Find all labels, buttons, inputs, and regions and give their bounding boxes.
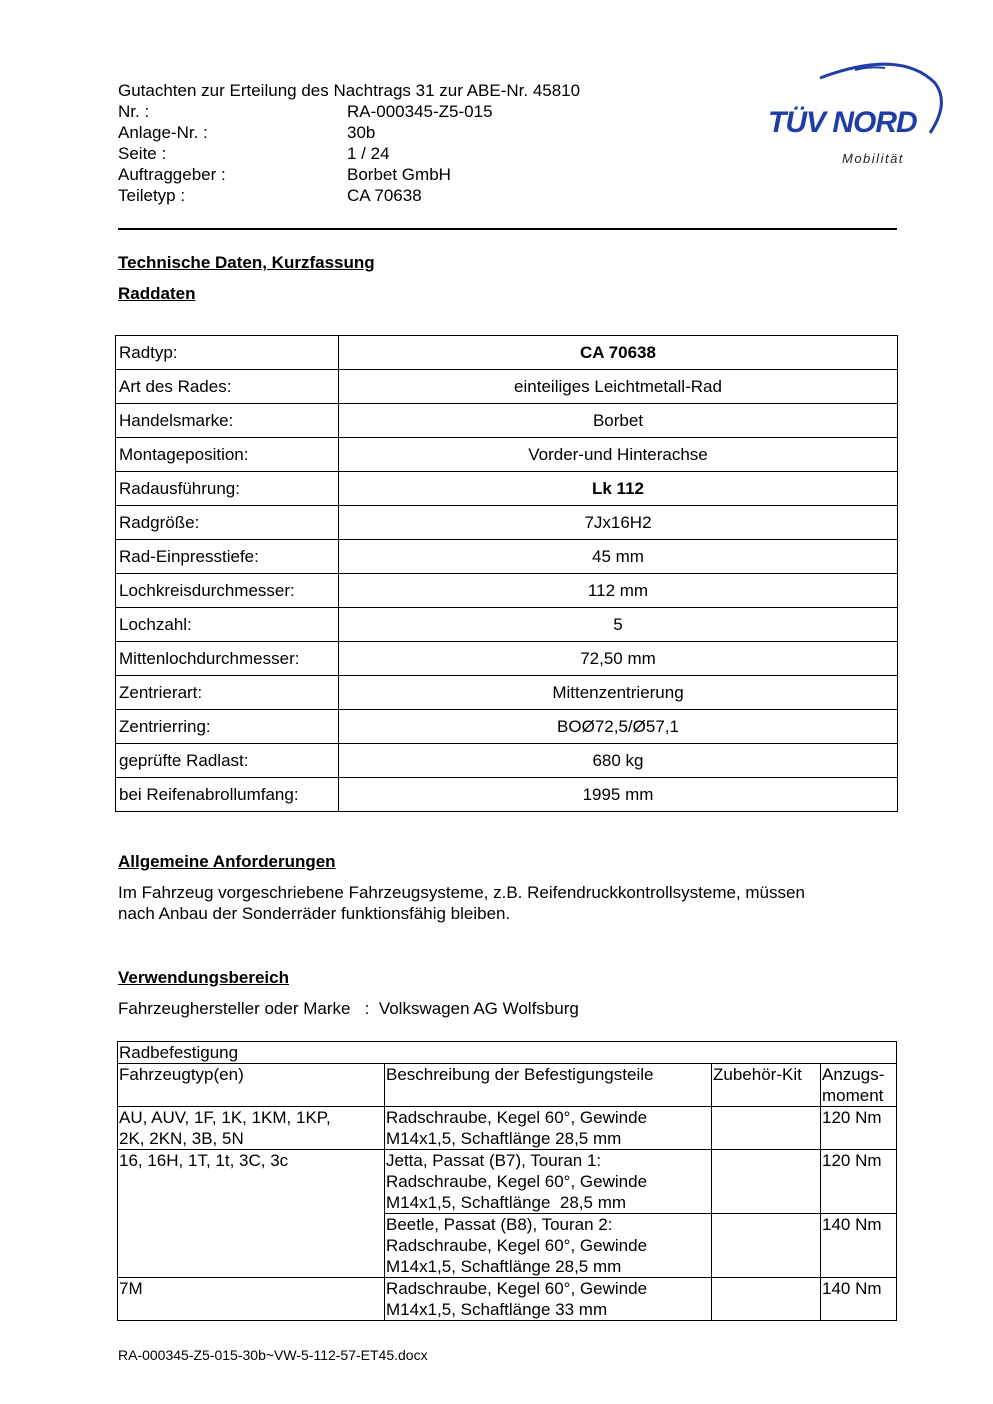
table-row bbox=[116, 744, 898, 778]
header-row-auftraggeber bbox=[118, 164, 678, 185]
column-header: Beschreibung der Befestigungsteile bbox=[385, 1064, 712, 1107]
header-value: CA 70638 bbox=[347, 186, 422, 205]
vehicle-types-cell bbox=[118, 1278, 385, 1321]
header-key: Auftraggeber : bbox=[118, 165, 226, 184]
spec-value: Mittenzentrierung bbox=[339, 676, 898, 710]
vehicle-types-cell bbox=[118, 1150, 385, 1278]
manufacturer-separator: : bbox=[364, 999, 370, 1018]
spec-value: 1995 mm bbox=[339, 778, 898, 812]
table-row bbox=[118, 1107, 897, 1150]
logo-subtitle: Mobilität bbox=[842, 151, 904, 166]
kit-cell bbox=[712, 1107, 821, 1150]
spec-value: Lk 112 bbox=[339, 472, 898, 506]
header-key: Nr. : bbox=[118, 102, 150, 121]
header-key: Seite : bbox=[118, 144, 167, 163]
cell-line: M14x1,5, Schaftlänge 28,5 mm bbox=[386, 1129, 622, 1148]
torque-cell: 140 Nm bbox=[821, 1278, 897, 1321]
description-cell bbox=[385, 1107, 712, 1150]
table-row bbox=[116, 676, 898, 710]
cell-line: M14x1,5, Schaftlänge 28,5 mm bbox=[386, 1257, 622, 1276]
header-row-anlage bbox=[118, 122, 678, 143]
heading-allgemeine-anforderungen: Allgemeine Anforderungen bbox=[118, 852, 336, 871]
cell-line: 2K, 2KN, 3B, 5N bbox=[119, 1129, 244, 1148]
paragraph-line: nach Anbau der Sonderräder funktionsfähig bleiben. bbox=[118, 904, 511, 923]
spec-label: Radausführung: bbox=[116, 472, 339, 506]
header-value: RA-000345-Z5-015 bbox=[347, 102, 493, 121]
table-row bbox=[118, 1150, 897, 1214]
header-key: Anlage-Nr. : bbox=[118, 123, 208, 142]
column-header: Zubehör-Kit bbox=[712, 1064, 821, 1107]
spec-label: Lochzahl: bbox=[116, 608, 339, 642]
spec-value: 7Jx16H2 bbox=[339, 506, 898, 540]
spec-value: 112 mm bbox=[339, 574, 898, 608]
header-row-nr bbox=[118, 101, 678, 122]
header-key: Teiletyp : bbox=[118, 186, 186, 205]
spec-label: geprüfte Radlast: bbox=[116, 744, 339, 778]
column-header bbox=[821, 1064, 897, 1107]
table-row bbox=[116, 540, 898, 574]
spec-label: Zentrierart: bbox=[116, 676, 339, 710]
wheel-spec-table bbox=[115, 335, 898, 812]
manufacturer-value: Volkswagen AG Wolfsburg bbox=[378, 999, 579, 1018]
paragraph-line: Im Fahrzeug vorgeschriebene Fahrzeugsysteme, z.B. Reifendruckkontrollsysteme, müssen bbox=[118, 883, 805, 902]
spec-value: BOØ72,5/Ø57,1 bbox=[339, 710, 898, 744]
cell-line: Radschraube, Kegel 60°, Gewinde bbox=[386, 1108, 648, 1127]
kit-cell bbox=[712, 1214, 821, 1278]
cell-line: AU, AUV, 1F, 1K, 1KM, 1KP, bbox=[119, 1108, 331, 1127]
spec-value: 72,50 mm bbox=[339, 642, 898, 676]
spec-value: CA 70638 bbox=[339, 336, 898, 370]
spec-label: Mittenlochdurchmesser: bbox=[116, 642, 339, 676]
cell-line: 7M bbox=[119, 1279, 143, 1298]
cell-line: 16, 16H, 1T, 1t, 3C, 3c bbox=[119, 1151, 289, 1170]
logo-brand: TÜV NORD bbox=[768, 106, 917, 139]
table-row bbox=[116, 642, 898, 676]
spec-label: Radgröße: bbox=[116, 506, 339, 540]
column-header: Fahrzeugtyp(en) bbox=[118, 1064, 385, 1107]
torque-cell: 120 Nm bbox=[821, 1150, 897, 1214]
table-row bbox=[116, 438, 898, 472]
cell-line: Beetle, Passat (B8), Touran 2: bbox=[386, 1215, 613, 1234]
manufacturer-row bbox=[118, 998, 579, 1019]
table-header-row bbox=[118, 1064, 897, 1107]
cell-line: M14x1,5, Schaftlänge 28,5 mm bbox=[386, 1193, 627, 1212]
torque-cell: 120 Nm bbox=[821, 1107, 897, 1150]
allgemein-paragraph bbox=[118, 882, 898, 924]
manufacturer-label: Fahrzeughersteller oder Marke bbox=[118, 999, 351, 1018]
table-row bbox=[116, 608, 898, 642]
cell-line: M14x1,5, Schaftlänge 33 mm bbox=[386, 1300, 608, 1319]
spec-label: Zentrierring: bbox=[116, 710, 339, 744]
description-cell bbox=[385, 1278, 712, 1321]
spec-value: 45 mm bbox=[339, 540, 898, 574]
header-value: 30b bbox=[347, 123, 376, 142]
heading-technische-daten: Technische Daten, Kurzfassung bbox=[118, 253, 375, 272]
header-line: moment bbox=[822, 1086, 884, 1105]
spec-label: Handelsmarke: bbox=[116, 404, 339, 438]
kit-cell bbox=[712, 1278, 821, 1321]
vehicle-types-cell bbox=[118, 1107, 385, 1150]
spec-label: Rad-Einpresstiefe: bbox=[116, 540, 339, 574]
table-caption-row bbox=[118, 1042, 897, 1064]
table-row bbox=[116, 506, 898, 540]
table-row bbox=[116, 404, 898, 438]
description-cell bbox=[385, 1150, 712, 1214]
description-cell bbox=[385, 1214, 712, 1278]
spec-value: 5 bbox=[339, 608, 898, 642]
spec-label: bei Reifenabrollumfang: bbox=[116, 778, 339, 812]
spec-value: Borbet bbox=[339, 404, 898, 438]
cell-line: Radschraube, Kegel 60°, Gewinde bbox=[386, 1279, 648, 1298]
table-row bbox=[116, 370, 898, 404]
heading-verwendungsbereich: Verwendungsbereich bbox=[118, 968, 289, 987]
cell-line: Radschraube, Kegel 60°, Gewinde bbox=[386, 1236, 648, 1255]
spec-label: Montageposition: bbox=[116, 438, 339, 472]
table-row bbox=[116, 336, 898, 370]
header-line: Anzugs- bbox=[822, 1065, 885, 1084]
spec-label: Lochkreisdurchmesser: bbox=[116, 574, 339, 608]
table-row bbox=[118, 1278, 897, 1321]
tuv-nord-logo bbox=[760, 58, 950, 173]
spec-label: Art des Rades: bbox=[116, 370, 339, 404]
cell-line: Radschraube, Kegel 60°, Gewinde bbox=[386, 1172, 648, 1191]
header-divider bbox=[118, 228, 897, 230]
torque-cell: 140 Nm bbox=[821, 1214, 897, 1278]
table-row bbox=[116, 472, 898, 506]
footer-filename: RA-000345-Z5-015-30b~VW-5-112-57-ET45.docx bbox=[118, 1347, 428, 1363]
header-row-teiletyp bbox=[118, 185, 678, 206]
report-title: Gutachten zur Erteilung des Nachtrags 31 zur ABE-Nr. 45810 bbox=[118, 81, 581, 100]
kit-cell bbox=[712, 1150, 821, 1214]
table-row bbox=[116, 710, 898, 744]
header-value: 1 / 24 bbox=[347, 144, 390, 163]
document-header bbox=[118, 80, 678, 206]
table-caption: Radbefestigung bbox=[118, 1042, 897, 1064]
spec-value: 680 kg bbox=[339, 744, 898, 778]
heading-raddaten: Raddaten bbox=[118, 284, 196, 303]
header-row-seite bbox=[118, 143, 678, 164]
spec-value: Vorder-und Hinterachse bbox=[339, 438, 898, 472]
spec-value: einteiliges Leichtmetall-Rad bbox=[339, 370, 898, 404]
table-row bbox=[116, 574, 898, 608]
cell-line: Jetta, Passat (B7), Touran 1: bbox=[386, 1151, 602, 1170]
table-row bbox=[116, 778, 898, 812]
spec-label: Radtyp: bbox=[116, 336, 339, 370]
wheel-fixing-table bbox=[117, 1041, 897, 1321]
header-value: Borbet GmbH bbox=[347, 165, 451, 184]
